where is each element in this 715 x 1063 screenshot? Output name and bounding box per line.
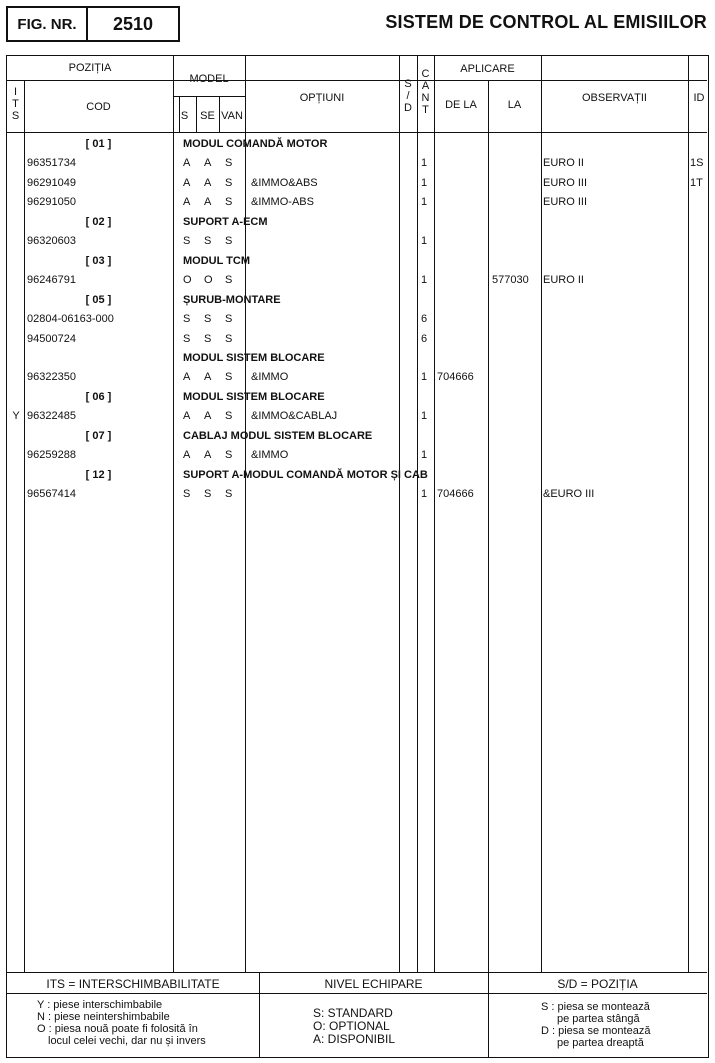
cell-obs: &EURO III	[543, 488, 595, 501]
cell-cant: 1	[421, 274, 428, 287]
cell-s: A	[183, 196, 191, 209]
header-model-van: VAN	[221, 110, 243, 122]
cell-s: O	[183, 274, 192, 287]
cell-s: S	[183, 332, 191, 345]
col-line	[541, 56, 542, 972]
col-line	[245, 56, 246, 972]
cell-cod: 96246791	[27, 274, 76, 287]
header-pozitia: POZIȚIA	[68, 62, 112, 74]
position-number: [ 07 ]	[85, 429, 112, 442]
position-number: [ 06 ]	[85, 390, 112, 403]
cell-van: S	[225, 488, 233, 501]
header-cod: COD	[86, 101, 111, 113]
cell-se: O	[204, 274, 213, 287]
cell-cod: 02804-06163-000	[27, 313, 114, 326]
cell-van: S	[225, 449, 233, 462]
position-number: [ 02 ]	[85, 215, 112, 228]
cell-se: A	[204, 196, 212, 209]
cell-cant: 6	[421, 332, 428, 345]
cell-cod: 96320603	[27, 235, 76, 248]
footer-top-line	[7, 972, 707, 973]
cell-cod: 96322485	[27, 410, 76, 423]
cell-se: S	[204, 235, 212, 248]
figure-label: FIG. NR.	[8, 8, 88, 40]
cell-cant: 1	[421, 449, 428, 462]
cell-van: S	[225, 274, 233, 287]
figure-number: 2510	[112, 13, 154, 34]
col-line	[688, 56, 689, 972]
cell-se: S	[204, 332, 212, 345]
footer-sd-legend: S : piesa se montează pe partea stângă D : piesa se montează pe partea dreaptă	[541, 1001, 651, 1049]
header-divider	[7, 80, 707, 81]
cell-s: S	[183, 235, 191, 248]
cell-cant: 1	[421, 488, 428, 501]
header-optiuni: OPȚIUNI	[299, 92, 345, 104]
header-model: MODEL	[189, 73, 229, 85]
header-cant: C A N T	[421, 68, 430, 116]
cell-cant: 1	[421, 176, 428, 189]
cell-cant: 1	[421, 157, 428, 170]
cell-s: A	[183, 157, 191, 170]
cell-opt: &IMMO	[251, 371, 289, 384]
cell-cod: 94500724	[27, 332, 76, 345]
header-model-s: S	[180, 110, 189, 122]
cell-la: 577030	[492, 274, 529, 287]
footer-nivel-legend: S: STANDARD O: OPTIONAL A: DISPONIBIL	[313, 1006, 396, 1046]
header-de-la: DE LA	[445, 99, 477, 111]
cell-cod: 96322350	[27, 371, 76, 384]
cell-cod: 96291049	[27, 176, 76, 189]
cell-cod: 96567414	[27, 488, 76, 501]
cell-id: 1T	[690, 176, 703, 189]
position-title: MODUL COMANDĂ MOTOR	[183, 138, 328, 150]
position-title: SUPORT A-MODUL COMANDĂ MOTOR ȘI CAB	[183, 468, 428, 481]
col-line	[417, 56, 418, 972]
header-la: LA	[507, 99, 522, 111]
cell-obs: EURO II	[543, 157, 584, 170]
cell-opt: &IMMO&CABLAJ	[251, 410, 338, 423]
header-model-se: SE	[200, 110, 215, 122]
cell-se: S	[204, 488, 212, 501]
header-aplicare: APLICARE	[460, 63, 515, 75]
footer-sd-heading: S/D = POZIȚIA	[557, 977, 638, 991]
figure-number-box	[6, 6, 180, 42]
cell-s: A	[183, 449, 191, 462]
cell-van: S	[225, 313, 233, 326]
cell-s: S	[183, 313, 191, 326]
cell-opt: &IMMO&ABS	[251, 176, 318, 189]
col-line	[399, 56, 400, 972]
cell-s: A	[183, 176, 191, 189]
col-line	[173, 56, 174, 972]
cell-de-la: 704666	[437, 371, 474, 384]
footer-its-legend: Y : piese interschimbabile N : piese neintershimbabile O : piesa nouă poate fi folosită în locul celei vechi, dar nu și invers	[37, 999, 206, 1047]
header-its: I T S	[11, 86, 20, 122]
cell-van: S	[225, 176, 233, 189]
position-number: [ 12 ]	[85, 468, 112, 481]
header-bottom-line	[7, 132, 707, 133]
position-number: [ 05 ]	[85, 293, 112, 306]
cell-obs: EURO III	[543, 176, 588, 189]
cell-obs: EURO II	[543, 274, 584, 287]
cell-cod: 96291050	[27, 196, 76, 209]
cell-van: S	[225, 196, 233, 209]
position-title: CABLAJ MODUL SISTEM BLOCARE	[183, 429, 373, 442]
cell-opt: &IMMO	[251, 449, 289, 462]
position-title: SUPORT A-ECM	[183, 215, 268, 228]
cell-id: 1S	[690, 157, 704, 170]
cell-van: S	[225, 410, 233, 423]
cell-se: S	[204, 313, 212, 326]
footer-nivel-heading: NIVEL ECHIPARE	[324, 977, 423, 991]
cell-s: S	[183, 488, 191, 501]
cell-de-la: 704666	[437, 488, 474, 501]
position-title: ȘURUB-MONTARE	[183, 293, 281, 306]
cell-obs: EURO III	[543, 196, 588, 209]
cell-cod: 96259288	[27, 449, 76, 462]
position-number: [ 03 ]	[85, 254, 112, 267]
cell-se: A	[204, 157, 212, 170]
cell-s: A	[183, 410, 191, 423]
position-number: [ 01 ]	[85, 138, 112, 150]
cell-opt: &IMMO-ABS	[251, 196, 314, 209]
parts-table	[6, 55, 709, 1058]
cell-cant: 1	[421, 235, 428, 248]
cell-se: A	[204, 449, 212, 462]
cell-cant: 6	[421, 313, 428, 326]
header-sd: S / D	[404, 78, 412, 114]
aplicare-divider	[434, 80, 541, 81]
cell-se: A	[204, 410, 212, 423]
cell-cant: 1	[421, 196, 428, 209]
footer-its-heading: ITS = INTERSCHIMBABILITATE	[46, 977, 220, 991]
header-observatii: OBSERVAȚII	[581, 92, 647, 104]
footer-head-line	[7, 993, 707, 994]
page-title: SISTEM DE CONTROL AL EMISIILOR	[385, 12, 707, 32]
header-id: ID	[693, 92, 705, 104]
position-title: MODUL SISTEM BLOCARE	[183, 351, 325, 364]
cell-van: S	[225, 371, 233, 384]
cell-cant: 1	[421, 371, 428, 384]
cell-its: Y	[12, 410, 20, 423]
cell-cod: 96351734	[27, 157, 76, 170]
cell-van: S	[225, 157, 233, 170]
cell-se: A	[204, 371, 212, 384]
col-line	[434, 56, 435, 972]
cell-van: S	[225, 235, 233, 248]
position-title: MODUL SISTEM BLOCARE	[183, 390, 325, 403]
cell-van: S	[225, 332, 233, 345]
cell-se: A	[204, 176, 212, 189]
cell-s: A	[183, 371, 191, 384]
cell-cant: 1	[421, 410, 428, 423]
model-divider	[173, 96, 245, 97]
position-title: MODUL TCM	[183, 254, 251, 267]
